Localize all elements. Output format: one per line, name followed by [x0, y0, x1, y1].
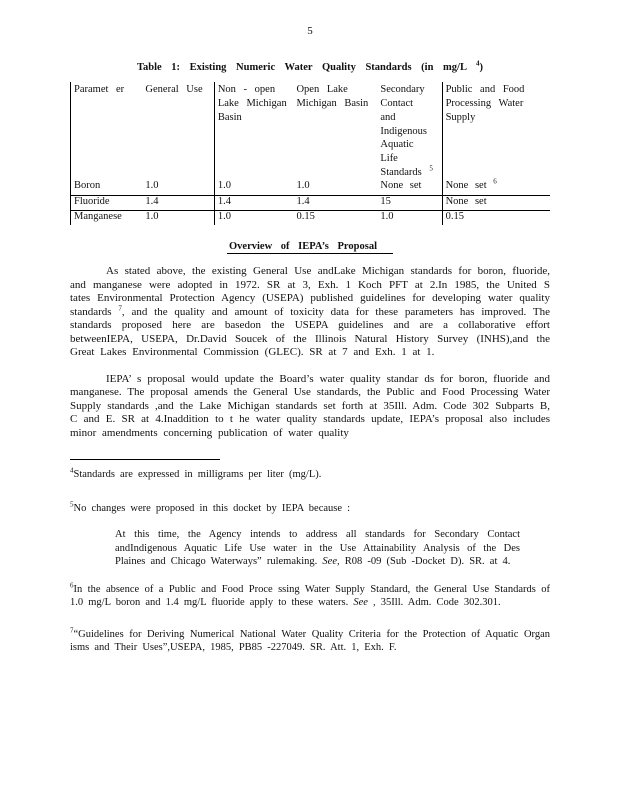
footnote-6-marker: 6	[70, 581, 74, 590]
paragraph-1-footnote-ref: 7	[118, 303, 122, 312]
column-header-public-food: Public and Food Processing Water Supply	[442, 82, 550, 180]
table-row-manganese	[71, 210, 551, 225]
paragraph-1-continued: , and the quality and amount of toxicity data for these parameters has improved. The standards proposed here are basedon the USEPA guidelines and are a collaborative effort betweenIEPA, USEPA, Dr.David Soucek of the Illinois Natural History Survey (INHS),and the Great Lakes Environmental Commission (GLEC). SR at 7 and Exh. 1 at 1.	[70, 305, 551, 359]
cell-parameter: Manganese	[71, 210, 143, 225]
table-title-footnote-ref: 4	[476, 59, 480, 68]
cell-footnote-ref: 6	[493, 177, 497, 186]
footnote-6	[70, 583, 550, 610]
cell-secondary-contact: 15	[377, 195, 442, 210]
table-title-text: Table 1: Existing Numeric Water Quality Standards (in mg/L	[136, 62, 467, 73]
paragraph-2: IEPA’ s proposal would update the Board’s water quality standar ds for boron, fluoride and manganese. The proposal amends the General Use standards, the Public and Food Processing Water Supply standards ,and the Lake Michigan standards set forth at 35Ill. Adm. Code 302 Subparts B, C and E. SR at 4.Inaddition to t he water quality standards update, IEPA’s proposal also includes minor amendments concerning publication of water quality	[70, 372, 550, 439]
table-row-fluoride	[71, 195, 551, 210]
column-header-secondary-contact	[377, 82, 442, 180]
footnote-5-block-continued: R08 -09 (Sub -Docket D). SR. at 4.	[339, 556, 511, 568]
column-header-footnote-ref: 5	[429, 164, 433, 173]
cell-parameter: Boron	[71, 180, 143, 195]
footnote-6-text: In the absence of a Public and Food Proce ssing Water Supply Standard, the General Use Standards of 1.0 mg/L boron and 1.4 mg/L fluoride apply to these waters.	[70, 583, 550, 609]
cell-parameter: Fluoride	[71, 195, 143, 210]
paragraph-1	[70, 265, 550, 360]
column-header-open-lake: Open Lake Michigan Basin	[296, 84, 369, 109]
table-title-suffix: )	[479, 62, 484, 73]
cell-open-lake: 1.0	[296, 180, 310, 192]
page-number: 5	[307, 25, 313, 37]
cell-public-food: 0.15	[442, 210, 550, 225]
footnote-5-marker: 5	[70, 500, 74, 509]
footnote-7-marker: 7	[70, 626, 74, 635]
footnote-4-text: Standards are expressed in milligrams per liter (mg/L).	[73, 469, 322, 481]
cell-public-food: None set	[442, 195, 550, 210]
cell-open-lake: 1.4	[293, 195, 377, 210]
cell-public-food-text: None set	[445, 180, 487, 192]
section-heading	[70, 241, 550, 252]
footnote-7	[70, 628, 550, 655]
footnote-5-see-citation: See,	[322, 556, 340, 568]
cell-non-open-lake: 1.0	[214, 210, 293, 225]
footnote-6-see-citation: See ,	[353, 597, 376, 609]
column-header-non-open-lake: Non - open Lake Michigan Basin	[214, 82, 293, 180]
cell-general-use: 1.4	[142, 195, 214, 210]
footnote-5-text: No changes were proposed in this docket by IEPA because :	[73, 502, 351, 514]
footnote-7-text: “Guidelines for Deriving Numerical National Water Quality Criteria for the Protection of Aquatic Organ isms and Their Uses”,USEPA, 1985, PB85 -227049. SR. Att. 1, Exh. F.	[70, 628, 550, 654]
footnote-6-continued: 35Ill. Adm. Code 302.301.	[375, 597, 501, 609]
table-header-row	[71, 82, 551, 180]
footnote-4	[70, 468, 550, 482]
column-header-general-use: General Use	[145, 84, 203, 95]
cell-secondary-contact: 1.0	[377, 210, 442, 225]
footnote-5-indented-block	[115, 528, 520, 569]
column-header-secondary-contact-text: Secondary Contact and Indigenous Aquatic Life Standards	[380, 84, 428, 179]
cell-non-open-lake: 1.0	[214, 180, 293, 195]
cell-general-use: 1.0	[142, 210, 214, 225]
footnote-5	[70, 502, 550, 516]
cell-open-lake: 0.15	[293, 210, 377, 225]
footnote-4-marker: 4	[70, 466, 74, 475]
footnote-separator	[70, 459, 220, 460]
paragraph-1-text: As stated above, the existing General Use andLake Michigan standards for boron, fluoride, and manganese were adopted in 1972. SR at 3, Exh. 1 Koch PFT at 2.In 1985, the United S tates Environmental Protection Agency (USEPA) published guidelines for developing water quality standards	[70, 265, 550, 318]
table-title	[70, 59, 550, 73]
table-row-boron	[71, 180, 551, 195]
footnote-5-block-text: At this time, the Agency intends to address all standards for Secondary Contact andIndigenous Aquatic Life Use water in the Use Attainability Analysis of the Des Plaines and Chicago Waterways” rulemaking.	[115, 529, 520, 568]
cell-secondary-contact: None set	[380, 180, 422, 192]
cell-public-food	[442, 177, 550, 195]
cell-general-use: 1.0	[145, 180, 159, 192]
water-quality-standards-table	[70, 82, 550, 225]
column-header-parameter: Paramet er	[71, 82, 143, 180]
cell-non-open-lake: 1.4	[214, 195, 293, 210]
section-heading-text: Overview of IEPA’s Proposal	[227, 241, 393, 254]
